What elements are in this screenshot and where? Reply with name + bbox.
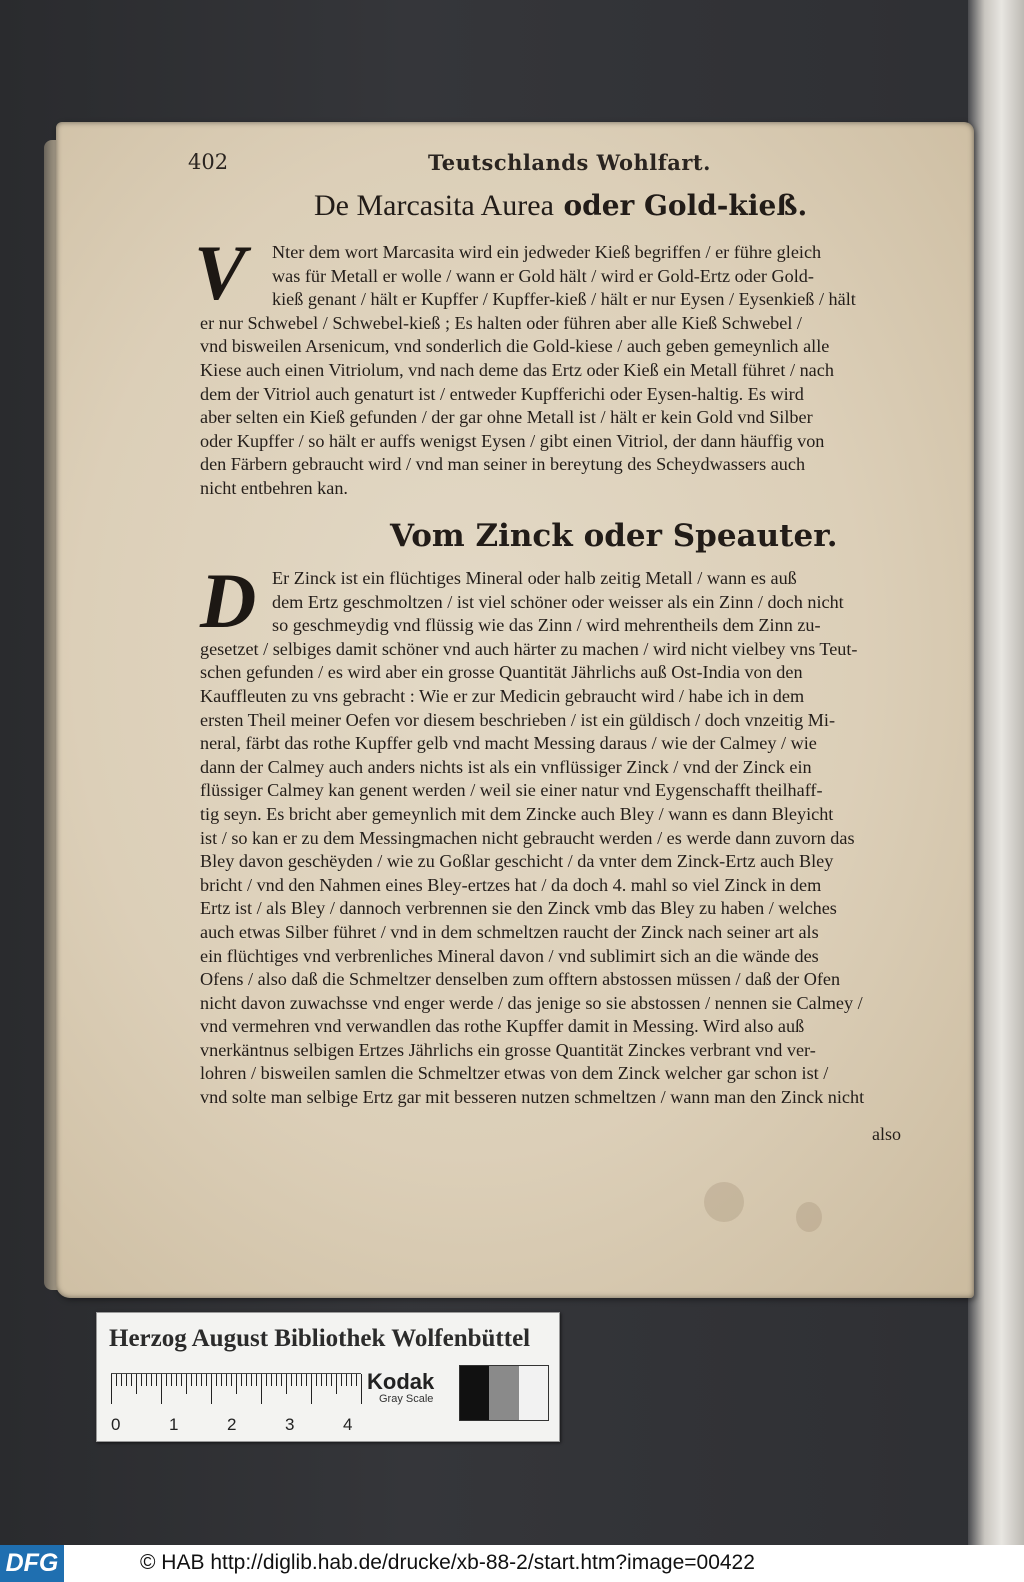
ruler-tick <box>191 1374 192 1386</box>
gray-patches <box>459 1365 549 1421</box>
ruler-tick <box>151 1374 152 1386</box>
kodak-logo: Kodak <box>367 1369 435 1394</box>
library-name: Herzog August Bibliothek Wolfenbüttel <box>109 1325 531 1352</box>
ruler-tick <box>136 1374 137 1394</box>
ruler-tick <box>141 1374 142 1386</box>
text-line: tig seyn. Es bricht aber gemeynlich mit dem Zincke auch Bley / wann es dann Bleyicht <box>200 803 834 824</box>
text-line: nicht davon zuwachsse vnd enger werde / das jenige so sie abstossen / nennen sie Calmey / <box>200 992 863 1013</box>
ruler-tick <box>316 1374 317 1386</box>
text-line: dem der Vitriol auch genaturt ist / entweder Kupfferichi oder Eysen-haltig. Es wird <box>200 383 804 404</box>
ruler-tick <box>176 1374 177 1386</box>
section-heading-marcasita <box>314 188 807 223</box>
ruler-tick <box>161 1374 162 1404</box>
text-line: oder Kupffer / so hält er auffs wenigst Eysen / gibt einen Vitriol, der dann häuffig von <box>200 430 825 451</box>
ruler-tick <box>271 1374 272 1386</box>
text-line: bricht / vnd den Nahmen eines Bley-ertzes hat / da doch 4. mahl so viel Zinck in dem <box>200 874 822 895</box>
ruler-tick <box>116 1374 117 1386</box>
section1-text <box>200 241 910 501</box>
catchword: also <box>872 1124 901 1144</box>
ruler-tick <box>166 1374 167 1386</box>
paper-stain <box>704 1182 744 1222</box>
ruler-tick <box>211 1374 212 1404</box>
ruler-tick <box>236 1374 237 1394</box>
dfg-logo: DFG <box>0 1545 64 1582</box>
text-line: aber selten ein Kieß gefunden / der gar ohne Metall ist / hält er kein Gold vnd Silber <box>200 407 813 428</box>
ruler-tick <box>301 1374 302 1386</box>
gray-patch <box>460 1366 489 1420</box>
text-line: vnd solte man selbige Ertz gar mit besseren nutzen schmeltzen / wann man den Zinck nicht <box>200 1087 865 1108</box>
text-line: ist / so kan er zu dem Messingmachen nicht gebraucht werden / es werde dann zuvorn das <box>200 827 855 848</box>
ruler-tick <box>206 1374 207 1386</box>
ruler-tick <box>126 1374 127 1386</box>
ruler <box>111 1373 361 1414</box>
ruler-tick <box>296 1374 297 1386</box>
ruler-tick <box>306 1374 307 1386</box>
ruler-tick <box>321 1374 322 1386</box>
ruler-tick <box>241 1374 242 1386</box>
text-line: lohren / bisweilen samlen die Schmeltzer etwas von dem Zinck welcher gar schon ist / <box>200 1063 829 1084</box>
page-number: 402 <box>188 150 229 174</box>
text-line: auch etwas Silber führet / vnd in dem schmeltzen raucht der Zinck nach seiner art als <box>200 921 819 942</box>
ruler-tick <box>311 1374 312 1404</box>
ruler-tick <box>111 1374 112 1404</box>
text-line: was für Metall er wolle / wann er Gold hält / wird er Gold-Ertz oder Gold- <box>272 265 814 286</box>
ruler-tick <box>281 1374 282 1386</box>
ruler-tick <box>351 1374 352 1386</box>
heading-german: oder Gold-kieß. <box>563 189 808 222</box>
ruler-tick <box>226 1374 227 1386</box>
ruler-tick <box>291 1374 292 1386</box>
ruler-tick <box>346 1374 347 1386</box>
text-line: ein flüchtiges vnd verbrenliches Mineral davon / vnd sublimirt sich an die wände des <box>200 945 819 966</box>
ruler-number: 2 <box>227 1415 237 1434</box>
ruler-number: 0 <box>111 1415 121 1434</box>
ruler-tick <box>186 1374 187 1394</box>
ruler-number: 1 <box>169 1415 179 1434</box>
ruler-tick <box>261 1374 262 1404</box>
ruler-tick <box>231 1374 232 1386</box>
ruler-tick <box>251 1374 252 1386</box>
ruler-number: 4 <box>343 1415 353 1434</box>
text-line: Nter dem wort Marcasita wird ein jedweder Kieß begriffen / er führe gleich <box>272 242 822 262</box>
text-line: gesetzet / selbiges damit schöner vnd auch härter zu machen / wird nicht vielbey vns Teut- <box>200 638 858 659</box>
text-line: dem Ertz geschmoltzen / ist viel schöner oder weisser als ein Zinn / doch nicht <box>272 591 844 612</box>
ruler-tick <box>331 1374 332 1386</box>
text-line: neral, färbt das rothe Kupffer gelb vnd macht Messing daraus / wie der Calmey / wie <box>200 733 817 754</box>
gray-patch <box>489 1366 518 1420</box>
ruler-tick <box>326 1374 327 1386</box>
text-line: vnd bisweilen Arsenicum, vnd sonderlich die Gold-kiese / auch geben gemeynlich alle <box>200 336 830 357</box>
ruler-tick <box>356 1374 357 1386</box>
ruler-tick <box>361 1374 362 1404</box>
ruler-tick <box>266 1374 267 1386</box>
section2-text <box>200 567 910 1110</box>
ruler-tick <box>201 1374 202 1386</box>
ruler-tick <box>286 1374 287 1394</box>
ruler-tick <box>131 1374 132 1386</box>
text-line: ersten Theil meiner Oefen vor diesem beschrieben / ist ein güldisch / doch vnzeitig Mi- <box>200 709 836 730</box>
paper-stain <box>796 1202 822 1232</box>
ruler-number: 3 <box>285 1415 295 1434</box>
ruler-tick <box>256 1374 257 1386</box>
ruler-tick <box>171 1374 172 1386</box>
ruler-tick <box>121 1374 122 1386</box>
dropcap-initial: D <box>200 557 257 644</box>
section-heading-zinck: Vom Zinck oder Speauter. <box>390 518 838 554</box>
ruler-tick <box>146 1374 147 1386</box>
ruler-tick <box>276 1374 277 1386</box>
book-edge <box>968 0 1024 1545</box>
text-line: so geschmeydig vnd flüssig wie das Zinn / wird mehrentheils dem Zinn zu- <box>272 615 821 636</box>
ruler-tick <box>196 1374 197 1386</box>
ruler-numbers <box>111 1415 371 1435</box>
text-line: Kiese auch einen Vitriolum, vnd nach deme das Ertz oder Kieß ein Metall führet / nach <box>200 359 834 380</box>
text-line: schen gefunden / es wird aber ein grosse Quantität Jährlichs auß Ost-India von den <box>200 662 803 683</box>
footer-bar <box>0 1545 1024 1582</box>
text-line: Er Zinck ist ein flüchtiges Mineral oder halb zeitig Metall / wann es auß <box>272 568 797 588</box>
text-line: den Färbern gebraucht wird / vnd man seiner in bereytung des Scheydwassers auch <box>200 454 806 475</box>
running-head <box>188 150 908 180</box>
color-scale-card <box>96 1312 560 1442</box>
text-line: Bley davon geschëyden / wie zu Goßlar geschicht / da vnter dem Zinck-Ertz auch Bley <box>200 851 834 872</box>
gray-scale-label: Gray Scale <box>379 1393 434 1405</box>
heading-latin: De Marcasita Aurea <box>314 189 554 222</box>
running-title: Teutschlands Wohlfart. <box>428 150 711 175</box>
text-line: kieß genant / hält er Kupffer / Kupffer-kieß / hält er nur Eysen / Eysenkieß / hält <box>272 289 856 310</box>
ruler-tick <box>216 1374 217 1386</box>
ruler-tick <box>246 1374 247 1386</box>
text-line: Kauffleuten zu vns gebracht : Wie er zur Medicin gebraucht wird / habe ich in dem <box>200 685 805 706</box>
ruler-tick <box>336 1374 337 1394</box>
text-line: vnd vermehren vnd verwandlen das rothe Kupffer damit in Messing. Wird also auß <box>200 1016 805 1037</box>
copyright-text: © HAB http://diglib.hab.de/drucke/xb-88-2/start.htm?image=00422 <box>140 1551 755 1574</box>
ruler-tick <box>221 1374 222 1386</box>
text-line: dann der Calmey auch anders nichts ist als ein vnflüssiger Zinck / vnd der Zinck ein <box>200 756 812 777</box>
ruler-tick <box>181 1374 182 1386</box>
gray-patch <box>519 1366 548 1420</box>
text-line: nicht entbehren kan. <box>200 477 348 498</box>
dropcap-initial: V <box>194 229 247 316</box>
text-line: Ertz ist / als Bley / dannoch verbrennen sie den Zinck vmb das Bley zu haben / welches <box>200 898 837 919</box>
text-line: er nur Schwebel / Schwebel-kieß ; Es halten oder führen aber alle Kieß Schwebel / <box>200 312 802 333</box>
text-line: vnerkäntnus selbigen Ertzes Jährlichs ein grosse Quantität Zinckes verbrant vnd ver- <box>200 1039 816 1060</box>
text-line: flüssiger Calmey kan genent werden / weil sie einer natur vnd Eygenschafft theilhaff- <box>200 780 823 801</box>
ruler-tick <box>156 1374 157 1386</box>
text-line: Ofens / also daß die Schmeltzer denselben zum offtern abstossen müssen / daß der Ofen <box>200 969 841 990</box>
ruler-tick <box>341 1374 342 1386</box>
